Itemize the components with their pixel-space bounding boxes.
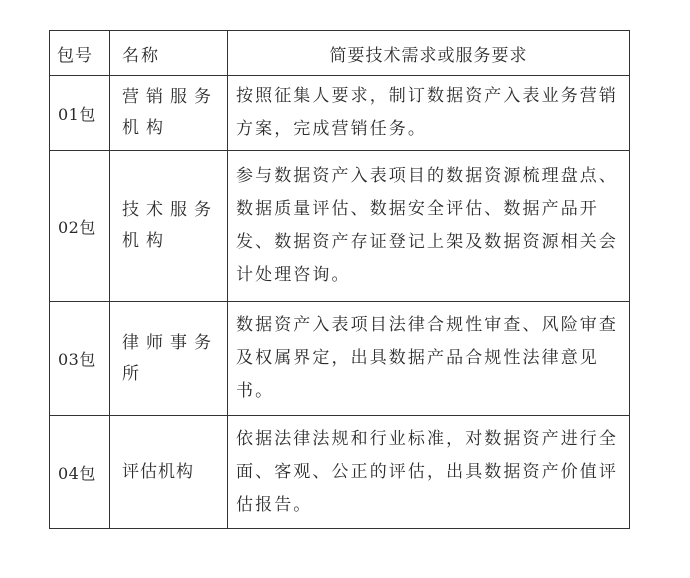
package-name: 技术服务机构 xyxy=(110,151,228,302)
header-name: 名称 xyxy=(110,31,228,76)
package-number: 01包 xyxy=(50,76,110,151)
package-number: 04包 xyxy=(50,416,110,529)
header-requirement: 简要技术需求或服务要求 xyxy=(228,31,630,76)
package-requirement: 参与数据资产入表项目的数据资源梳理盘点、数据质量评估、数据安全评估、数据产品开发、数据资产存证登记上架及数据资源相关会计处理咨询。 xyxy=(228,151,630,302)
package-number: 03包 xyxy=(50,302,110,416)
table-row xyxy=(50,302,630,416)
package-name: 律师事务所 xyxy=(110,302,228,416)
service-requirements-table xyxy=(49,30,630,529)
header-package: 包号 xyxy=(50,31,110,76)
package-requirement: 数据资产入表项目法律合规性审查、风险审查及权属界定，出具数据产品合规性法律意见书。 xyxy=(228,302,630,416)
table-row xyxy=(50,151,630,302)
table-row xyxy=(50,76,630,151)
package-number: 02包 xyxy=(50,151,110,302)
header-row xyxy=(50,31,630,76)
package-name: 营销服务机构 xyxy=(110,76,228,151)
package-name: 评估机构 xyxy=(110,416,228,529)
package-requirement: 依据法律法规和行业标准，对数据资产进行全面、客观、公正的评估，出具数据资产价值评估报告。 xyxy=(228,416,630,529)
table-row xyxy=(50,416,630,529)
package-requirement: 按照征集人要求，制订数据资产入表业务营销方案，完成营销任务。 xyxy=(228,76,630,151)
